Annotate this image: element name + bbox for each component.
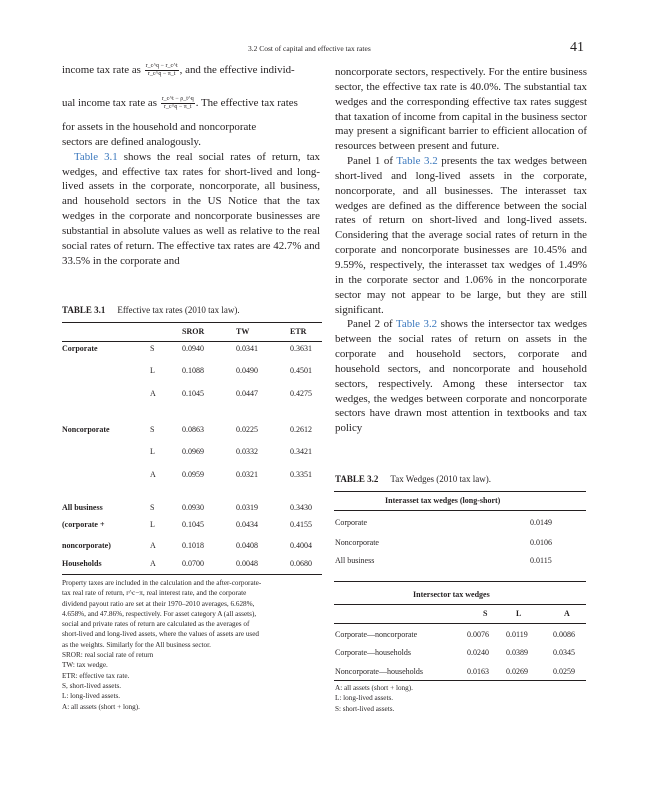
asset-type: A [150,541,156,550]
panel2-title: Intersector tax wedges [413,590,490,599]
table-cell: 0.1018 [182,541,204,550]
text-fragment: income tax rate as [62,64,141,76]
note-line: ETR: effective tax rate. [62,671,130,680]
text-fragment: . The effective tax rates [195,97,298,109]
row-label: Noncorporate—households [335,667,423,676]
table-cell: 0.0259 [553,667,575,676]
table-cell: 0.0434 [236,520,258,529]
row-group-label: (corporate + [62,520,105,529]
table-cell: 0.0341 [236,344,258,353]
note-line: dividend payout ratio are set at their 1970–2010 averages, 6.628%, [62,599,255,608]
note-line: short-lived and long-lived assets, where the values of assets are used [62,630,259,639]
note-line: Property taxes are included in the calculation and the after-corporate- [62,579,262,587]
table-cell: 0.4275 [290,389,312,398]
table-cell: 0.3351 [290,470,312,479]
text-line: sectors are defined analogously. [62,135,202,148]
table-rule [334,604,586,605]
table-cell: 0.1045 [182,389,204,398]
table-cell: 0.0408 [236,541,258,550]
note-line: A: all assets (short + long). [62,702,140,711]
table-cell: 0.0106 [530,538,552,547]
table32-link[interactable]: Table 3.2 [395,318,438,331]
table-cell: 0.0447 [236,389,258,398]
table-cell: 0.0969 [182,447,204,456]
table-cell: 0.0959 [182,470,204,479]
table-cell: 0.0930 [182,503,204,512]
table-cell: 0.0863 [182,425,204,434]
table32-notes [335,683,585,714]
table-label: TABLE 3.1 [62,305,106,315]
note-line: L: long-lived assets. [335,694,394,703]
table-rule [62,322,322,323]
table31-link[interactable]: Table 3.1 [74,150,118,163]
column-header: L [516,609,522,618]
row-label: Corporate—households [335,648,411,657]
table-cell: 0.0332 [236,447,258,456]
asset-type: L [150,520,155,529]
paragraph-text: shows the real social rates of return, tax wedges, and effective tax rates for short-lived and long-lived assets in the corporate, noncorporate, all business, and household sectors in the US Notice that the tax wedges in the corporate and noncorporate businesses are substantial in absolute values as well as relative to the real social rates of return. The effective tax rates are 42.7% and 33.5% in the corporate and [62,150,321,267]
table-rule [334,680,586,681]
text-fragment: Panel 2 of [347,318,396,331]
table32-link[interactable]: Table 3.2 [396,155,438,168]
table-cell: 0.0321 [236,470,258,479]
row-group-label: Noncorporate [62,425,110,434]
text-fragment: ual income tax rate as [62,97,157,109]
fraction-2 [161,96,195,111]
table-cell: 0.0076 [467,630,489,639]
note-line: TW: tax wedge. [62,661,108,670]
table-cell: 0.0163 [467,667,489,676]
table-cell: 0.0048 [236,559,258,568]
row-label: Corporate [335,518,367,527]
row-label: Corporate—noncorporate [335,630,418,639]
fraction-denominator: r_c^q − π_t [163,104,192,110]
note-line: L: long-lived assets. [62,692,121,701]
section-title: 3.2 Cost of capital and effective tax rates [248,44,371,53]
asset-type: A [150,470,156,479]
table-cell: 0.0119 [506,630,528,639]
table-cell: 0.0345 [553,648,575,657]
table-cell: 0.0225 [236,425,258,434]
row-group-label: noncorporate) [62,541,111,550]
page-number: 41 [570,40,584,55]
table-cell: 0.0700 [182,559,204,568]
paragraph [335,154,587,317]
column-header: S [483,609,488,618]
panel1-title: Interasset tax wedges (long-short) [385,496,501,505]
table-rule [62,341,322,342]
asset-type: A [150,389,156,398]
note-line: S, short-lived assets. [62,681,122,690]
row-group-label: All business [62,503,103,512]
note-line: A: all assets (short + long). [335,684,413,692]
table-cell: 0.0086 [553,630,575,639]
column-header: SROR [182,327,205,336]
row-group-label: Corporate [62,344,98,353]
text-line: for assets in the household and noncorporate [62,121,257,133]
table-rule [334,491,586,492]
column-header: TW [236,327,250,336]
right-column-text [335,65,587,436]
asset-type: S [150,344,155,353]
left-paragraph [62,120,320,268]
table-cell: 0.4004 [290,541,312,550]
table-cell: 0.0680 [290,559,312,568]
table-cell: 0.3430 [290,503,312,512]
caption-text: Effective tax rates (2010 tax law). [117,305,240,315]
row-label: Noncorporate [335,538,379,547]
row-label: All business [335,556,375,565]
table-rule [334,581,586,582]
running-header [0,42,648,58]
paragraph-table31-intro [62,150,320,269]
asset-type: S [150,503,155,512]
caption-text: Tax Wedges (2010 tax law). [390,474,492,484]
table-rule [62,574,322,575]
table-cell: 0.1045 [182,520,204,529]
note-line: social and private rates of return are calculated as the averages of [62,620,250,629]
text-fragment: , and the effective individ- [179,64,295,76]
table-cell: 0.0389 [506,648,528,657]
table-rule [334,510,586,511]
note-line: SROR: real social rate of return [62,651,154,660]
fraction-1 [145,63,179,78]
fraction-denominator: r_c^q − π_t [147,71,176,77]
table-cell: 0.4155 [290,520,312,529]
table-cell: 0.0490 [236,366,258,375]
table-cell: 0.0940 [182,344,204,353]
table31-caption [62,305,240,315]
text-fragment: presents the tax wedges between short-lived and long-lived assets in the corporate, noncorporate, and all businesses. The interasset tax wedges are defined as the difference between the social rates of return on short-lived and long-lived assets. Considering that the average social rates of return in the corporate and noncorporate businesses are 10.45% and 9.59%, respectively, the interasset tax wedges of 1.49% in the corporate sector and 1.06% in the noncorporate sector may not appear to be large, but they are still significant. [335,155,587,316]
table-cell: 0.3631 [290,344,312,353]
asset-type: A [150,559,156,568]
asset-type: L [150,366,155,375]
row-group-label: Households [62,559,102,568]
table-label: TABLE 3.2 [335,474,379,484]
table31-notes [62,578,324,712]
table-cell: 0.0149 [530,518,552,527]
table-cell: 0.4501 [290,366,312,375]
column-header: A [564,609,570,618]
table32-caption [335,474,491,484]
column-header: ETR [290,327,307,336]
note-line: as the weights. Similarly for the All business sector. [62,640,211,649]
fraction-numerator: r_c^t − ρ_t^q [161,96,194,102]
formula-line-2 [62,96,320,111]
note-line: 4.658%, and 47.86%, respectively. For asset category A (all assets), [62,609,257,618]
note-line: tax real rate of return, r^c−π, real interest rate, and the corporate [62,589,247,598]
asset-type: S [150,425,155,434]
table-cell: 0.2612 [290,425,312,434]
table-cell: 0.0269 [506,667,528,676]
paragraph [335,317,587,436]
table-cell: 0.0240 [467,648,489,657]
note-line: S: short-lived assets. [335,704,395,713]
text-fragment: shows the intersector tax wedges between the social rates of return on assets in the corporate and household sectors, corporate and household sectors, and noncorporate and household sectors, respectively. Among these intersector tax wedges, the wedges between corporate and noncorporate sectors have drawn most attention in textbooks and tax policy [335,318,588,435]
table-cell: 0.0319 [236,503,258,512]
asset-type: L [150,447,155,456]
text-fragment: Panel 1 of [347,155,397,168]
fraction-numerator: r_c^q − r_c^t [145,63,178,69]
table-cell: 0.3421 [290,447,312,456]
table-rule [334,623,586,624]
table-cell: 0.0115 [530,556,552,565]
paragraph: noncorporate sectors, respectively. For the entire business sector, the effective tax rate is 40.0%. The substantial tax wedges and the corresponding effective tax rates suggest that taxation of income from capital in the business sector may present a significant barrier to efficient allocation of resources between present and future. [335,66,587,153]
formula-line-1 [62,63,320,78]
table-cell: 0.1088 [182,366,204,375]
